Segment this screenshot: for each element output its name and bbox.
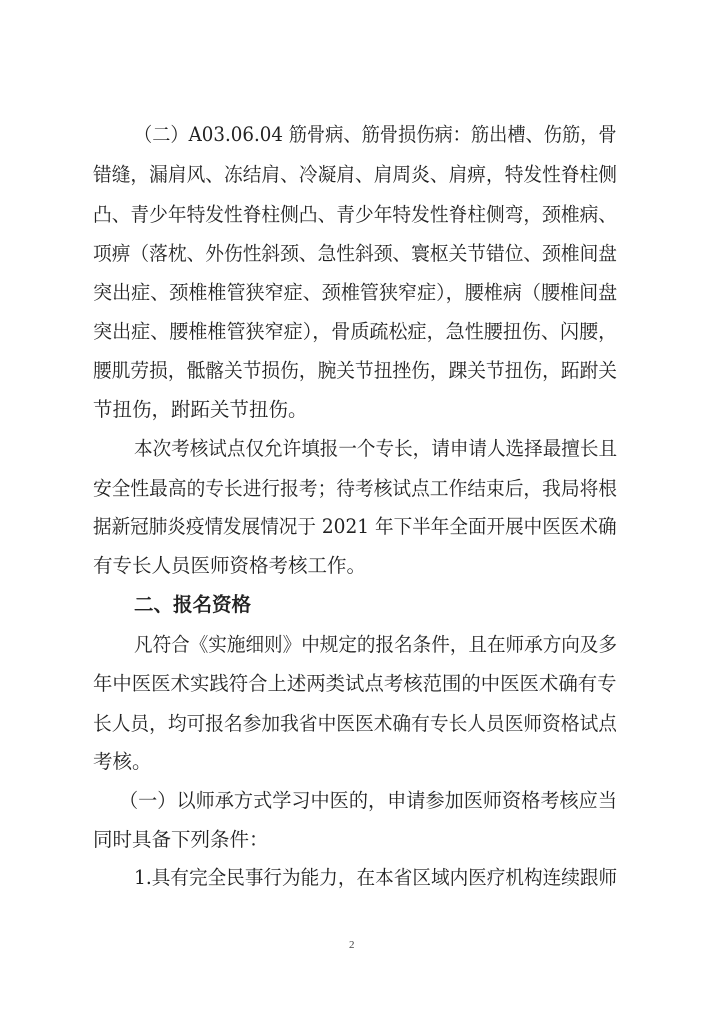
paragraph-1-line-3: 凸、青少年特发性脊柱侧凸、青少年特发性脊柱侧弯，颈椎病、 bbox=[93, 203, 618, 226]
paragraph-3-line-1: 凡符合《实施细则》中规定的报名条件，且在师承方向及多 bbox=[134, 633, 618, 656]
paragraph-1-line-2: 错缝，漏肩风、冻结肩、冷凝肩、肩周炎、肩痹，特发性脊柱侧 bbox=[93, 163, 618, 186]
section-heading-eligibility: 二、报名资格 bbox=[134, 593, 252, 616]
paragraph-1-line-5: 突出症、颈椎椎管狭窄症、颈椎管狭窄症），腰椎病（腰椎间盘 bbox=[93, 281, 618, 304]
page-number: 2 bbox=[349, 939, 355, 951]
paragraph-1-line-4: 项痹（落枕、外伤性斜颈、急性斜颈、寰枢关节错位、颈椎间盘 bbox=[93, 242, 618, 265]
paragraph-2-line-1: 本次考核试点仅允许填报一个专长，请申请人选择最擅长且 bbox=[134, 437, 618, 460]
paragraph-1-line-1: （二）A03.06.04 筋骨病、筋骨损伤病：筋出槽、伤筋，骨 bbox=[134, 123, 617, 146]
paragraph-3-line-4: 考核。 bbox=[93, 750, 152, 773]
paragraph-2-line-3: 据新冠肺炎疫情发展情况于 2021 年下半年全面开展中医医术确 bbox=[93, 515, 617, 538]
paragraph-2-line-4: 有专长人员医师资格考核工作。 bbox=[93, 554, 367, 577]
paragraph-4-line-1: （一）以师承方式学习中医的，申请参加医师资格考核应当 bbox=[119, 789, 617, 812]
paragraph-5-line-1: 1.具有完全民事行为能力，在本省区域内医疗机构连续跟师 bbox=[134, 866, 618, 889]
paragraph-1-line-6: 突出症、腰椎椎管狭窄症），骨质疏松症，急性腰扭伤、闪腰， bbox=[93, 320, 618, 343]
paragraph-3-line-3: 长人员，均可报名参加我省中医医术确有专长人员医师资格试点 bbox=[93, 712, 618, 735]
paragraph-1-line-8: 节扭伤，跗跖关节扭伤。 bbox=[93, 398, 308, 421]
paragraph-1-line-7: 腰肌劳损，骶髂关节损伤，腕关节扭挫伤，踝关节扭伤，跖跗关 bbox=[93, 359, 618, 382]
paragraph-3-line-2: 年中医医术实践符合上述两类试点考核范围的中医医术确有专 bbox=[93, 672, 617, 695]
paragraph-2-line-2: 安全性最高的专长进行报考；待考核试点工作结束后，我局将根 bbox=[93, 477, 618, 500]
paragraph-4-line-2: 同时具备下列条件： bbox=[93, 828, 269, 851]
